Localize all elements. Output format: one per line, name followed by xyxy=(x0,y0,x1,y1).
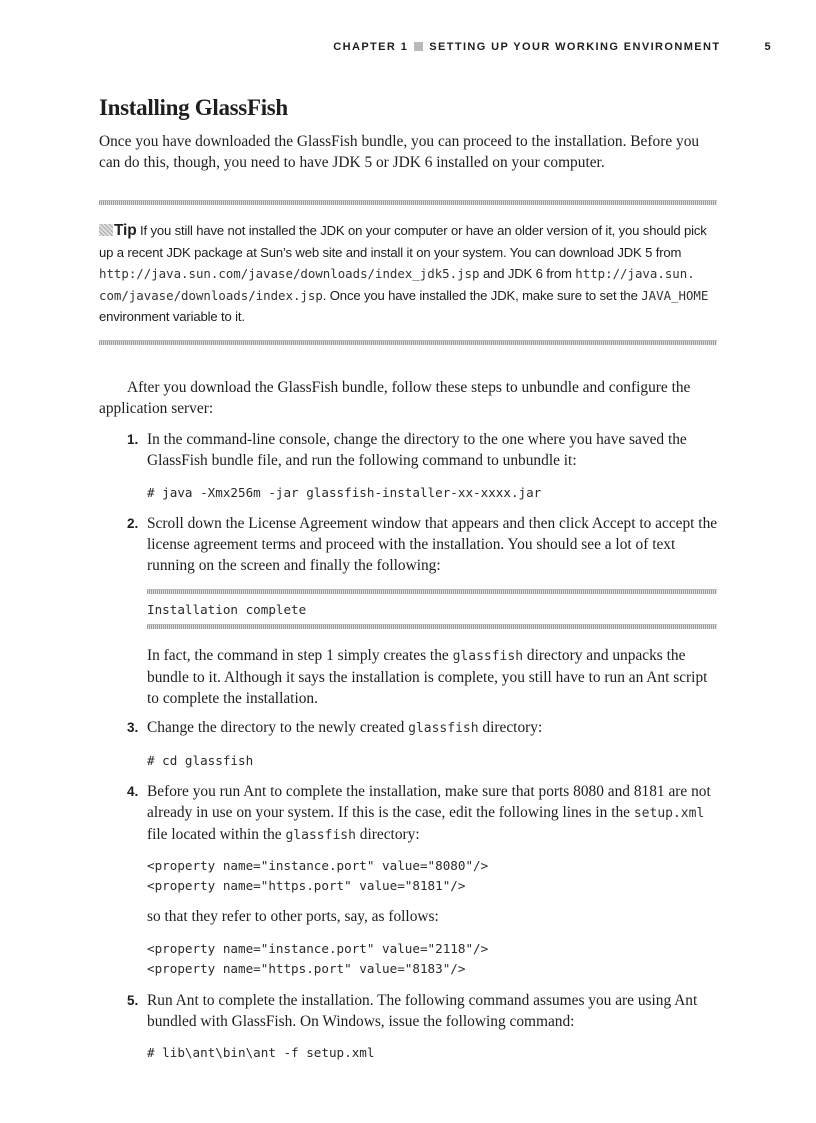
step-3-text-part: directory: xyxy=(478,719,543,736)
tip-text: and JDK 6 from xyxy=(479,266,576,281)
step-2-output: Installation complete xyxy=(147,602,307,617)
tip-marker-icon xyxy=(99,224,113,236)
step-2-followup-text: In fact, the command in step 1 simply creates the xyxy=(147,647,453,664)
step-5-number: 5. xyxy=(127,993,139,1008)
step-4-text xyxy=(147,781,719,846)
step-1-code: # java -Xmx256m -jar glassfish-installer-xx-xxxx.jar xyxy=(147,485,542,500)
step-3-text xyxy=(147,717,719,739)
step-4-text-part: directory: xyxy=(355,826,420,843)
step-3-code: # cd glassfish xyxy=(147,753,254,768)
step-4-middle-text: so that they refer to other ports, say, as follows: xyxy=(147,908,439,925)
step-5-code: # lib\ant\bin\ant -f setup.xml xyxy=(147,1045,375,1060)
tip-text: If you still have not installed the JDK on your computer or have an older version of it, you should pick up a recent JDK package at Sun’s web site and install it on your system. You can download JDK 5 from xyxy=(99,223,707,260)
steps-intro-paragraph: After you download the GlassFish bundle, follow these steps to unbundle and configure the application server: xyxy=(99,379,691,417)
running-header xyxy=(0,41,772,53)
tip-top-rule xyxy=(99,200,717,205)
step-3-number: 3. xyxy=(127,720,139,735)
step-4-code-modified: <property name="instance.port" value="2118"/> <property name="https.port" value="8183"/> xyxy=(147,941,489,976)
step-1-text: In the command-line console, change the directory to the one where you have saved the GlassFish bundle file, and run the following command to unbundle it: xyxy=(147,431,687,469)
step-4-text-part: Before you run Ant to complete the installation, make sure that ports 8080 and 8181 are not already in use on your system. If this is the case, edit the following lines in the xyxy=(147,783,711,821)
jdk5-url: http://java.sun.com/javase/downloads/index_jdk5.jsp xyxy=(99,266,480,281)
output-bottom-rule xyxy=(147,624,717,629)
step-2-followup xyxy=(147,645,719,709)
jdk6-url-part1: http://java.sun. xyxy=(575,266,695,281)
tip-label: Tip xyxy=(114,222,137,239)
step-5-text: Run Ant to complete the installation. The following command assumes you are using Ant bundled with GlassFish. On Windows, issue the following command: xyxy=(147,992,698,1030)
step-2-followup-text: directory and unpacks the bundle to it. Although it says the installation is complete, you still have to run an Ant script to complete the installation. xyxy=(147,647,708,707)
step-4-code-original: <property name="instance.port" value="8080"/> <property name="https.port" value="8181"/> xyxy=(147,858,489,893)
page-number: 5 xyxy=(764,41,772,53)
chapter-label: CHAPTER 1 xyxy=(333,41,409,53)
tip-text: . Once you have installed the JDK, make sure to set the xyxy=(322,287,642,303)
step-4-number: 4. xyxy=(127,784,139,799)
tip-text: environment variable to it. xyxy=(99,309,245,324)
intro-paragraph: Once you have downloaded the GlassFish bundle, you can proceed to the installation. Before you can do this, though, you need to have JDK 5 or JDK 6 installed on your computer. xyxy=(99,133,700,171)
step-1-number: 1. xyxy=(127,432,139,447)
glassfish-dir-code: glassfish xyxy=(285,828,356,843)
jdk6-url-part2: com/javase/downloads/index.jsp xyxy=(99,287,323,303)
separator-square-icon xyxy=(414,42,423,51)
section-heading: Installing GlassFish xyxy=(99,95,288,120)
glassfish-dir-code: glassfish xyxy=(452,649,524,664)
output-top-rule xyxy=(147,589,717,594)
setup-xml-code: setup.xml xyxy=(633,806,705,821)
tip-box xyxy=(99,220,717,328)
step-4-text-part: file located within the xyxy=(147,826,286,843)
step-2-number: 2. xyxy=(127,516,139,531)
step-3-text-part: Change the directory to the newly created xyxy=(147,719,409,736)
tip-bottom-rule xyxy=(99,340,717,345)
step-2-text: Scroll down the License Agreement window that appears and then click Accept to accept the license agreement terms and proceed with the installation. You should see a lot of text running on the screen and finally the following: xyxy=(147,515,718,574)
glassfish-dir-code: glassfish xyxy=(408,721,479,736)
java-home-var: JAVA_HOME xyxy=(641,287,709,303)
chapter-title: SETTING UP YOUR WORKING ENVIRONMENT xyxy=(429,41,721,53)
